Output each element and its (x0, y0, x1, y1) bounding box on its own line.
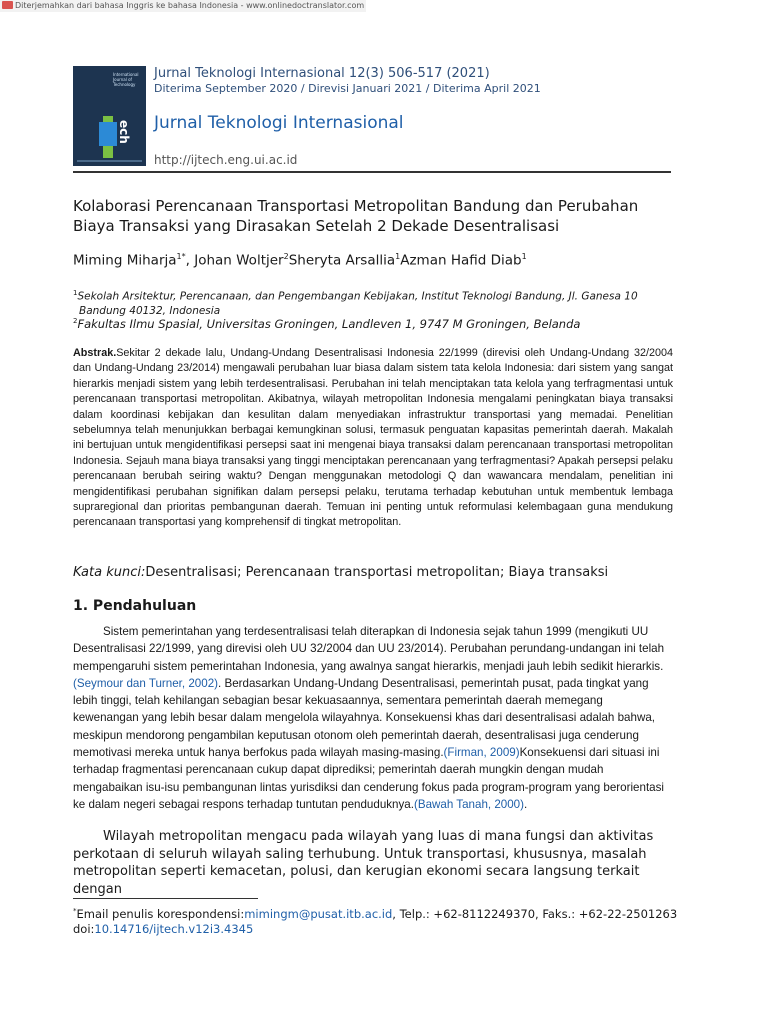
footnote-divider (73, 898, 258, 899)
paragraph-text: Konsekuensi dari situasi ini terhadap fragmentasi perencanaan cukup dapat diprediksi; pemerintah daerah mungkin dengan mudah mengabaikan isu-isu pembangunan lintas yurisdiksi dan cenderung fokus pada program-program yang berorientasi ke dalam negeri sebagai respons terhadap tuntutan penduduknya. (73, 746, 664, 811)
abstract-text: Sekitar 2 dekade lalu, Undang-Undang Desentralisasi Indonesia 22/1999 (direvisi oleh Undang-Undang 32/2004 dan Undang-Undang 23/2014) mengawali perubahan luar biasa dalam sistem tata kelola Indonesia: dari sistem yang sangat hierarkis menjadi sistem yang lebih terdesentralisasi. Perubahan ini telah menciptakan tata kelola yang terfragmentasi untuk perencanaan transportasi metropolitan. Akibatnya, wilayah metropolitan Indonesia mengalami peningkatan biaya transaksi dalam koordinasi kebijakan dan kesulitan dalam menyediakan infrastruktur transportasi yang memadai. Penelitian sebelumnya telah menunjukkan berbagai kemungkinan solusi, termasuk penguatan kapasitas pemerintah daerah. Makalah ini bertujuan untuk mengidentifikasi persepsi saat ini mengenai biaya transaksi dalam perencanaan transportasi metropolitan Indonesia. Sejauh mana biaya transaksi yang tinggi menciptakan perencanaan yang terfragmentasi? Apakah persepsi pelaku perencanaan berubah seiring waktu? Dengan menggunakan metodologi Q dan wawancara mendalam, penelitian ini mengidentifikasi perubahan signifikan dalam persepsi pelaku, terutama terhadap kebutuhan untuk membentuk lembaga supraregional dan prioritas pembangunan daerah. Temuan ini penting untuk reformulasi kelembagaan guna mendukung perencanaan transportasi yang komprehensif di tingkat metropolitan. (73, 347, 673, 529)
citation-link[interactable]: (Seymour dan Turner, 2002) (73, 676, 219, 690)
author-affiliation-mark: 1 (521, 252, 527, 261)
title-line: Biaya Transaksi yang Dirasakan Setelah 2 Dekade Desentralisasi (73, 217, 560, 235)
paragraph-text: Wilayah metropolitan mengacu pada wilayah yang luas di mana fungsi dan aktivitas perkotaan di seluruh wilayah saling terhubung. Untuk transportasi, khususnya, masalah metropolitan seperti kemacetan, polusi, dan kerugian ekonomi secara langsung terkait dengan (73, 829, 654, 897)
affiliation-text: Fakultas Ilmu Spasial, Universitas Groningen, Landleven 1, 9747 M Groningen, Belanda (77, 316, 581, 331)
affiliation-mark: 2 (73, 317, 78, 325)
doi-link[interactable]: 10.14716/ijtech.v12i3.4345 (94, 921, 254, 936)
title-line: Kolaborasi Perencanaan Transportasi Metropolitan Bandung dan Perubahan (73, 197, 639, 215)
footnote (73, 904, 677, 937)
journal-cover-image (73, 66, 146, 166)
paragraph-text: Sistem pemerintahan yang terdesentralisasi telah diterapkan di Indonesia sejak tahun 1999 (mengikuti UU Desentralisasi 22/1999, yang direvisi oleh UU 32/2004 dan UU 23/2014). Perubahan perundang-undangan ini telah mempengaruhi sistem pemerintahan Indonesia, yang awalnya sangat hierarkis, menjadi jauh lebih sedikit hierarkis. (73, 625, 665, 673)
journal-url[interactable]: http://ijtech.eng.ui.ac.id (154, 153, 298, 167)
journal-name: Jurnal Teknologi Internasional (154, 113, 404, 133)
pdf-icon (2, 1, 13, 9)
footnote-mark: * (73, 907, 77, 915)
cover-footer-line (77, 160, 142, 162)
article-title (73, 196, 673, 236)
paragraph-text: . (524, 797, 528, 811)
footnote-contact: , Telp.: +62-8112249370, Faks.: +62-22-2501263 (392, 906, 678, 921)
paragraph-1 (73, 623, 671, 813)
section-heading: 1. Pendahuluan (73, 598, 197, 614)
affiliation-mark: 1 (73, 289, 78, 297)
author-name: Azman Hafid Diab (400, 252, 522, 269)
banner-text: Diterjemahkan dari bahasa Inggris ke bahasa Indonesia - www.onlinedoctranslator.com (15, 1, 365, 10)
abstract (73, 346, 673, 531)
cover-line: International (113, 72, 139, 77)
footnote-email-label: Email penulis korespondensi: (76, 906, 245, 921)
paragraph-2 (73, 828, 671, 898)
affiliation-text: Bandung 40132, Indonesia (79, 304, 221, 317)
cover-graphic-blue (99, 122, 117, 146)
abstract-label: Abstrak. (73, 347, 117, 359)
author-email-link[interactable]: mimingm@pusat.itb.ac.id (244, 906, 393, 921)
cover-line: Technology (113, 82, 136, 87)
affiliation-2 (73, 314, 673, 331)
cover-line: Journal of (113, 77, 132, 82)
author-name: Sheryta Arsallia (288, 252, 396, 269)
keywords-label: Kata kunci: (73, 565, 146, 580)
article-dates: Diterima September 2020 / Direvisi Januari 2021 / Diterima April 2021 (154, 82, 541, 95)
author-affiliation-mark: 1* (176, 252, 186, 261)
cover-logo-text: ech (117, 120, 131, 144)
affiliation-text: Sekolah Arsitektur, Perencanaan, dan Pengembangan Kebijakan, Institut Teknologi Bandung, Jl. Ganesa 10 (77, 290, 638, 303)
author-name: Miming Miharja (73, 252, 177, 269)
paragraph-text: . Berdasarkan Undang-Undang Desentralisasi, pemerintah pusat, pada tingkat yang lebih tinggi, telah kehilangan sebagian besar kekuasaannya, sementara pemerintah daerah memegang kewenangan yang lebih besar dalam mengelola wilayahnya. Konsekuensi khas dari desentralisasi adalah bahwa, meskipun mendorong pengambilan keputusan otonom oleh pemerintah daerah, desentralisasi juga cenderung memotivasi mereka untuk hanya berfokus pada wilayah masing-masing. (73, 676, 655, 760)
citation-link[interactable]: (Bawah Tanah, 2000) (413, 797, 524, 811)
translation-banner (0, 0, 366, 12)
doi-label: doi: (73, 921, 95, 936)
header-divider (73, 171, 671, 173)
author-affiliation-mark: 2 (283, 252, 289, 261)
keywords-text: Desentralisasi; Perencanaan transportasi metropolitan; Biaya transaksi (145, 565, 609, 580)
keywords (73, 565, 608, 580)
author-list (73, 252, 527, 269)
citation-link[interactable]: (Firman, 2009) (443, 746, 520, 760)
author-name: , Johan Woltjer (185, 252, 284, 269)
author-affiliation-mark: 1 (395, 252, 401, 261)
cover-title (113, 72, 139, 87)
journal-citation: Jurnal Teknologi Internasional 12(3) 506-517 (2021) (154, 66, 490, 81)
affiliation-1 (73, 286, 673, 318)
